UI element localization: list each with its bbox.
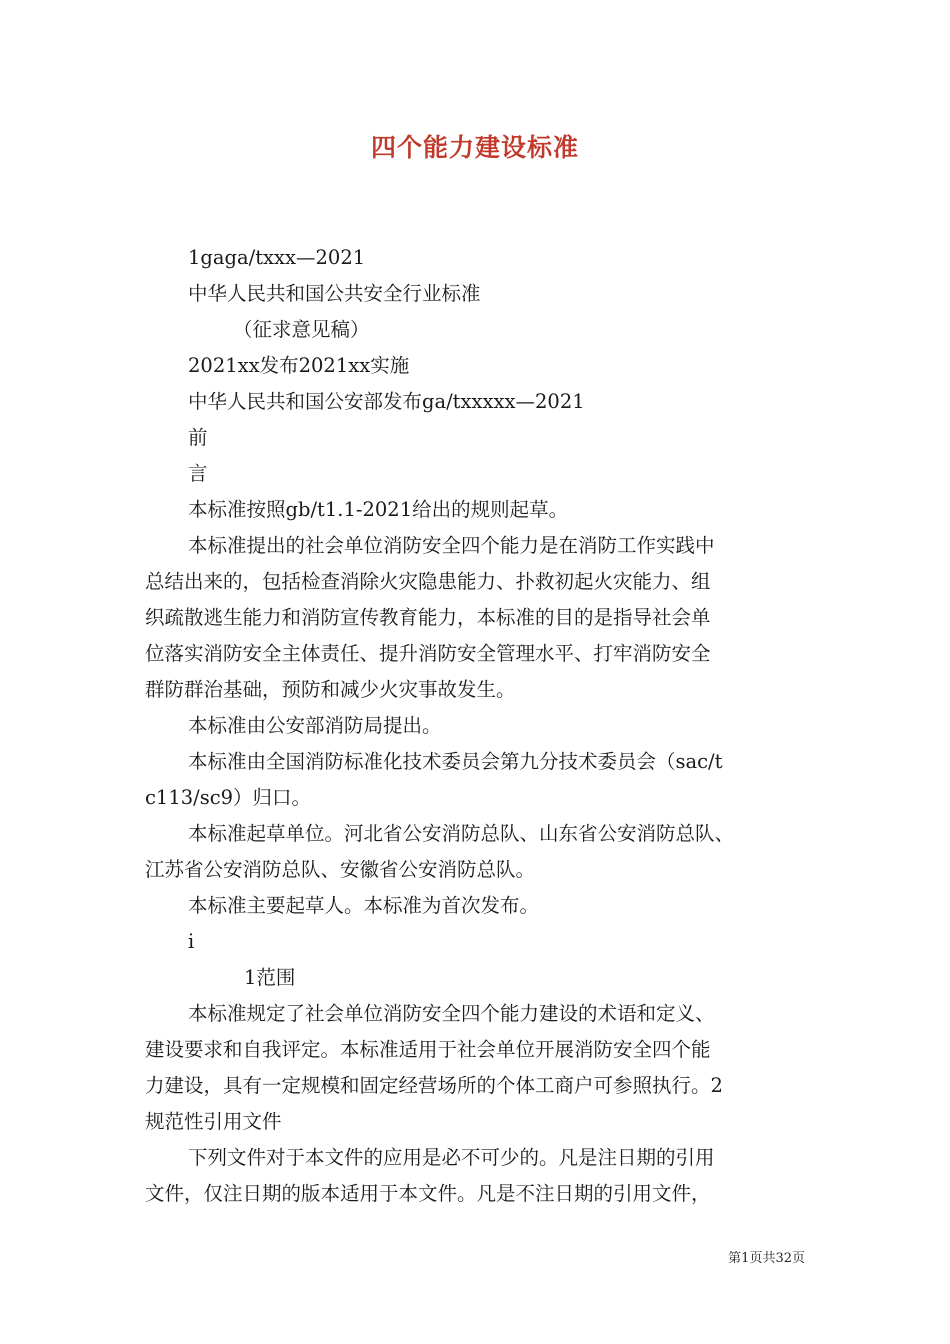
paragraph-line: 本标准起草单位。河北省公安消防总队、山东省公安消防总队、: [188, 822, 735, 845]
standard-code-line: 1gaga/txxx—2021: [188, 246, 366, 269]
paragraph-line: 本标准提出的社会单位消防安全四个能力是在消防工作实践中: [188, 534, 715, 557]
paragraph-line: 织疏散逃生能力和消防宣传教育能力，本标准的目的是指导社会单: [145, 606, 711, 629]
page-number: 第1页共32页: [728, 1251, 805, 1266]
paragraph-line: 本标准按照gb/t1.1-2021给出的规则起草。: [188, 498, 569, 521]
section-heading-scope: 1范围: [244, 966, 296, 989]
paragraph-line: 本标准规定了社会单位消防安全四个能力建设的术语和定义、: [188, 1002, 715, 1025]
paragraph-line: 文件，仅注日期的版本适用于本文件。凡是不注日期的引用文件，: [145, 1182, 711, 1205]
paragraph-line: c113/sc9）归口。: [145, 786, 312, 809]
paragraph-line: 本标准由全国消防标准化技术委员会第九分技术委员会（sac/t: [188, 750, 723, 773]
standard-type-line: 中华人民共和国公共安全行业标准: [188, 282, 481, 305]
paragraph-line: 规范性引用文件: [145, 1110, 282, 1133]
paragraph-line: 建设要求和自我评定。本标准适用于社会单位开展消防安全四个能: [145, 1038, 711, 1061]
paragraph-line: 下列文件对于本文件的应用是必不可少的。凡是注日期的引用: [188, 1146, 715, 1169]
foreword-heading-2: 言: [188, 462, 208, 485]
document-title: 四个能力建设标准: [370, 133, 579, 162]
paragraph-line: 总结出来的，包括检查消除火灾隐患能力、扑救初起火灾能力、组: [145, 570, 711, 593]
paragraph-line: 群防群治基础，预防和减少火灾事故发生。: [145, 678, 516, 701]
document-body: [145, 240, 825, 1212]
paragraph-line: 江苏省公安消防总队、安徽省公安消防总队。: [145, 858, 536, 881]
page-roman-numeral: i: [188, 930, 195, 953]
paragraph-line: 力建设，具有一定规模和固定经营场所的个体工商户可参照执行。2: [145, 1074, 723, 1097]
issuer-line: 中华人民共和国公安部发布ga/txxxxx—2021: [188, 390, 585, 413]
foreword-heading-1: 前: [188, 426, 208, 449]
release-date-line: 2021xx发布2021xx实施: [188, 354, 410, 377]
draft-status-line: （征求意见稿）: [233, 318, 370, 341]
paragraph-line: 位落实消防安全主体责任、提升消防安全管理水平、打牢消防安全: [145, 642, 711, 665]
paragraph-line: 本标准主要起草人。本标准为首次发布。: [188, 894, 540, 917]
paragraph-line: 本标准由公安部消防局提出。: [188, 714, 442, 737]
